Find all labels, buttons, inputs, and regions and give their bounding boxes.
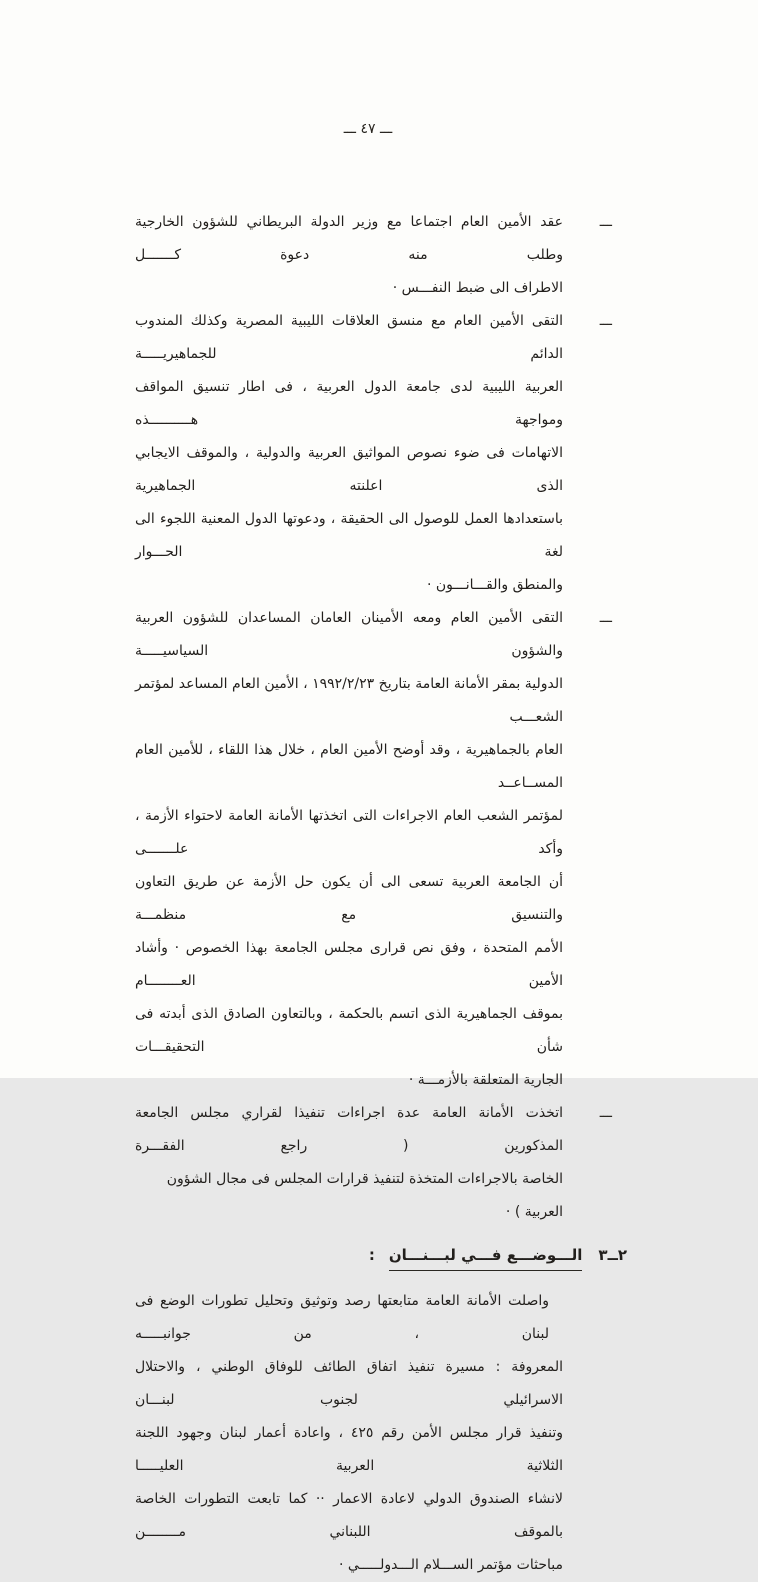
text-line: التقى الأمين العام ومعه الأمينان العامان المساعدان للشؤون العربية والشؤون السياسيـــــة <box>135 610 563 659</box>
text-line: العربية الليبية لدى جامعة الدول العربية ، فى اطار تنسيق المواقف ومواجهة هــــــــــذه <box>135 379 563 428</box>
text-line: واصلت الأمانة العامة متابعتها رصد وتوثيق وتحليل تطورات الوضع فى لبنان ، من جوانبـــــه <box>135 1293 549 1342</box>
body-paragraph <box>135 1285 563 1582</box>
bullet-dash: ـــ <box>599 313 612 329</box>
text-line: الخاصة بالاجراءات المتخذة لتنفيذ قرارات المجلس فى مجال الشؤون العربية ) · <box>166 1171 563 1220</box>
text-line: عقد الأمين العام اجتماعا مع وزير الدولة البريطاني للشؤون الخارجية وطلب منه دعوة كـــــــل <box>135 214 563 263</box>
text-line: الاطراف الى ضبط النفـــس · <box>392 280 563 296</box>
text-line: لانشاء الصندوق الدولي لاعادة الاعمار ·· كما تابعت التطورات الخاصة بالموقف اللبناني مــــــــن <box>135 1491 563 1540</box>
bullet-paragraph <box>135 602 612 1097</box>
bullet-paragraph <box>135 1097 612 1229</box>
text-line: المعروفة : مسيرة تنفيذ اتفاق الطائف للوفاق الوطني ، والاحتلال الاسرائيلي لجنوب لبنـــان <box>135 1359 563 1408</box>
bullet-dash: ـــ <box>599 1105 612 1121</box>
page-body <box>135 206 627 1582</box>
bullet-paragraph <box>135 305 612 602</box>
section-number: ٢ــ٣ <box>598 1246 627 1264</box>
text-line: الجارية المتعلقة بالأزمـــة · <box>408 1072 563 1088</box>
text-line: التقى الأمين العام مع منسق العلاقات الليبية المصرية وكذلك المندوب الدائم للجماهيريـــــة <box>135 313 563 362</box>
text-line: العام بالجماهيرية ، وقد أوضح الأمين العام ، خلال هذا اللقاء ، للأمين العام المســاعــد <box>135 742 563 791</box>
section-title: الـــوضـــع فـــي لبـــنـــان <box>389 1243 583 1271</box>
section-colon: : <box>368 1246 375 1264</box>
page-number: ـــ ٤٧ ـــ <box>343 121 393 137</box>
text-line: أن الجامعة العربية تسعى الى أن يكون حل الأزمة عن طريق التعاون والتنسيق مع منظمـــة <box>135 874 563 923</box>
text-line: بموقف الجماهيرية الذى اتسم بالحكمة ، وبالتعاون الصادق الذى أبدته فى شأن التحقيقـــات <box>135 1006 563 1055</box>
text-line: اتخذت الأمانة العامة عدة اجراءات تنفيذا لقراري مجلس الجامعة المذكورين ( راجع الفقـــرة <box>135 1105 563 1154</box>
section-heading <box>135 1239 627 1272</box>
text-line: مباحثات مؤتمر الســـلام الـــدولـــــي · <box>339 1557 563 1573</box>
text-line: باستعدادها العمل للوصول الى الحقيقة ، ودعوتها الدول المعنية اللجوء الى لغة الحـــوار <box>135 511 563 560</box>
text-line: لمؤتمر الشعب العام الاجراءات التى اتخذتها الأمانة العامة لاحتواء الأزمة ، وأكد علـــــــى <box>135 808 563 857</box>
text-line: الدولية بمقر الأمانة العامة بتاريخ ١٩٩٢/٢/٢٣ ، الأمين العام المساعد لمؤتمر الشعـــب <box>135 676 563 725</box>
text-line: وتنفيذ قرار مجلس الأمن رقم ٤٢٥ ، واعادة أعمار لبنان وجهود اللجنة الثلاثية العربية العليـــــا <box>135 1425 563 1474</box>
bullet-dash: ـــ <box>599 610 612 626</box>
text-line: والمنطق والقـــانـــون · <box>426 577 563 593</box>
bullet-paragraph <box>135 206 612 305</box>
bullet-dash: ـــ <box>599 214 612 230</box>
text-line: الأمم المتحدة ، وفق نص قرارى مجلس الجامعة بهذا الخصوص · وأشاد الأمين العــــــــام <box>135 940 563 989</box>
text-line: الاتهامات فى ضوء نصوص المواثيق العربية والدولية ، والموقف الايجابي الذى اعلنته الجماهيرية <box>135 445 563 494</box>
